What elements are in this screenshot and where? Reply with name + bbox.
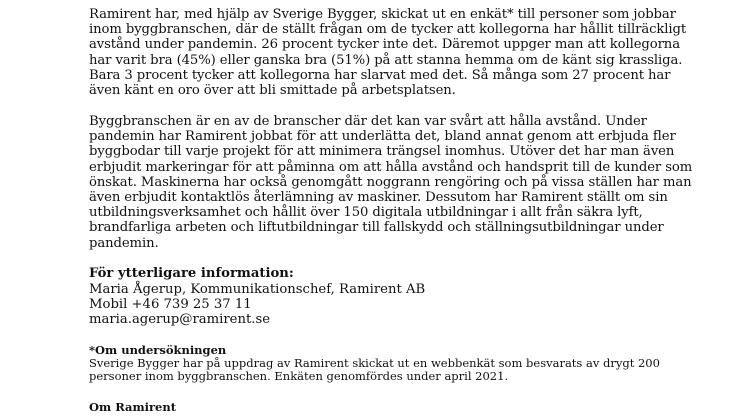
measures-paragraph: Byggbranschen är en av de branscher där det kan var svårt att hålla avstånd. Under pandemin har Ramirent jobbat för att underlätta det, bland annat genom att erbjuda fler byggbodar till varje projekt för att minimera trängsel inomhus. Utöver det har man även erbjudit markeringar för att påminna om att hålla avstånd och handsprit till de kunder som önskat. Maskinerna har också genomgått noggrann rengöring och på vissa ställen har man även erbjudit kontaktlös återlämning av maskiner. Dessutom har Ramirent ställt om sin utbildningsverksamhet och hållit över 150 digitala utbildningar i allt från säkra lyft, brandfarliga arbeten och liftutbildningar till fallskydd och ställningsutbildningar under pandemin. xyxy=(89,114,693,251)
contact-phone: Mobil +46 739 25 37 11 xyxy=(89,297,252,312)
contact-heading: För ytterligare information: xyxy=(89,266,294,281)
survey-text: Sverige Bygger har på uppdrag av Ramirent skickat ut en webbenkät som besvarats av drygt 200 personer inom byggbranschen. Enkäten genomfördes under april 2021. xyxy=(89,356,660,383)
contact-email: maria.agerup@ramirent.se xyxy=(89,312,271,327)
intro-paragraph: Ramirent har, med hjälp av Sverige Bygger, skickat ut en enkät* till personer som jobbar inom byggbranschen, där de ställt frågan om de tycker att kollegorna har hållit tillräckligt avstånd under pandemin. 26 procent tycker inte det. Däremot uppger man att kollegorna har varit bra (45%) eller ganska bra (51%) på att stanna hemma om de känt sig krassliga. Bara 3 procent tycker att kollegorna har slarvat med det. Så många som 27 procent har även känt en oro över att bli smittade på arbetsplatsen. xyxy=(89,7,687,99)
about-heading: Om Ramirent xyxy=(89,400,177,414)
survey-heading: *Om undersökningen xyxy=(89,343,227,357)
contact-name: Maria Ågerup, Kommunikationschef, Ramirent AB xyxy=(89,282,426,297)
